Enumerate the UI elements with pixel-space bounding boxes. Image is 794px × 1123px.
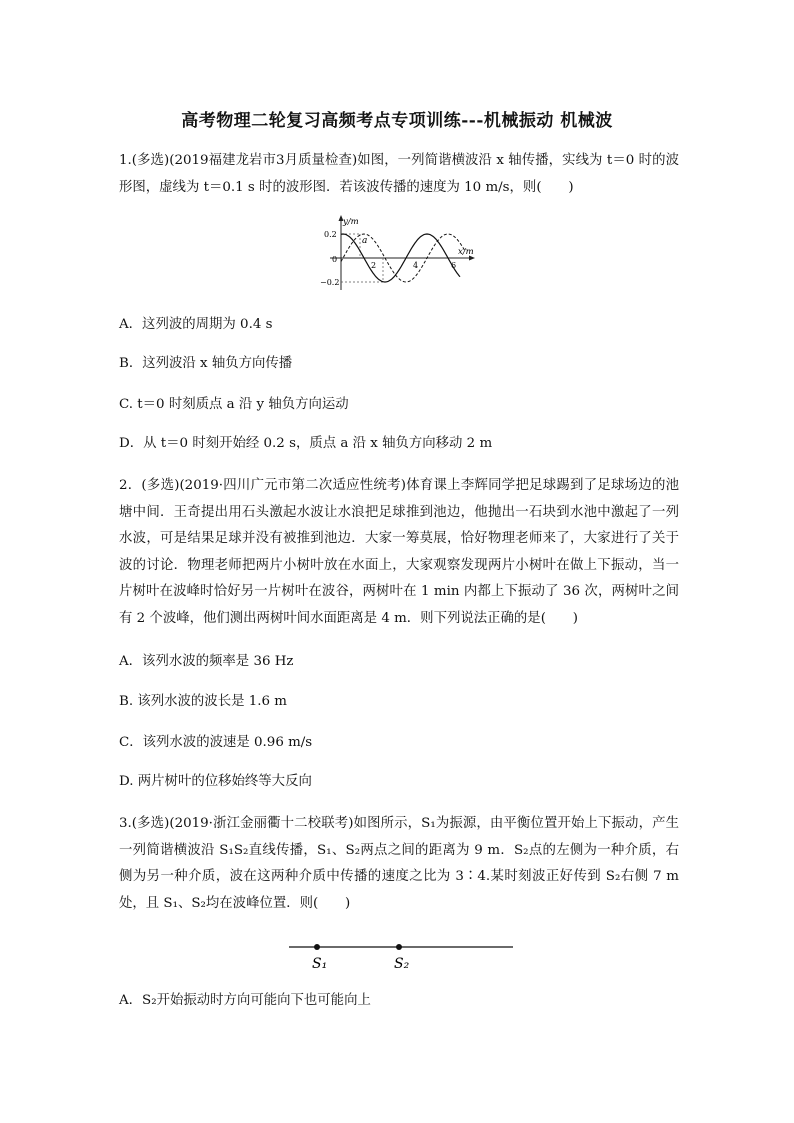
s2-point [396, 944, 402, 950]
question-1-stem: 1.(多选)(2019福建龙岩市3月质量检查)如图，一列简谐横波沿 x 轴传播，实线为 t＝0 时的波形图，虚线为 t＝0.1 s 时的波形图．若该波传播的速度为 10 m/s，则( ) [119, 153, 679, 195]
question-1-option-c[interactable]: C. t＝0 时刻质点 a 沿 y 轴负方向运动 [119, 397, 349, 412]
question-2-stem: 2．(多选)(2019·四川广元市第二次适应性统考)体育课上李辉同学把足球踢到了足球场边的池塘中间．王奇提出用石头激起水波让水浪把足球推到池边，他抛出一石块到水池中激起了一列水波，可是结果足球并没有被推到池边．大家一筹莫展，恰好物理老师来了，大家进行了关于波的讨论．物理老师把两片小树叶放在水面上，大家观察发现两片小树叶在做上下振动，当一片树叶在波峰时恰好另一片树叶在波谷，两树叶在 1 min 内都上下振动了 36 次，两树叶之间有 2 个波峰，他们测出两树叶间水面距离是 4 m．则下列说法正确的是( ) [119, 478, 679, 626]
x-tick-label: 2 [371, 261, 377, 270]
y-tick-label: −0.2 [320, 278, 340, 287]
s1-point [314, 944, 320, 950]
question-2-option-a[interactable]: A．该列水波的频率是 36 Hz [119, 654, 294, 669]
s1-label: S₁ [312, 956, 328, 972]
x-axis-label: x/m [458, 247, 474, 257]
point-a-label: a [362, 236, 368, 246]
x-tick-label: 6 [451, 261, 457, 270]
y-tick-label: 0 [332, 255, 338, 264]
question-3-figure [285, 935, 517, 975]
question-3-stem: 3.(多选)(2019·浙江金丽衢十二校联考)如图所示，S₁为振源，由平衡位置开始上下振动，产生一列简谐横波沿 S₁S₂直线传播，S₁、S₂两点之间的距离为 9 m．S₂点的左侧为一种介质，右侧为另一种介质，波在这两种介质中传播的速度之比为 3∶4.某时刻波正好传到 S₂右侧 7 m 处，且 S₁、S₂均在波峰位置．则( ) [119, 816, 679, 911]
question-1-option-d[interactable]: D．从 t＝0 时刻开始经 0.2 s，质点 a 沿 x 轴负方向移动 2 m [119, 436, 493, 451]
question-1-option-a[interactable]: A．这列波的周期为 0.4 s [119, 317, 273, 332]
question-2-option-d[interactable]: D. 两片树叶的位移始终等大反向 [119, 774, 312, 789]
y-axis-label: y/m [343, 217, 359, 227]
page-title: 高考物理二轮复习高频考点专项训练---机械振动 机械波 [181, 111, 613, 131]
question-2-option-b[interactable]: B. 该列水波的波长是 1.6 m [119, 694, 287, 709]
question-2-option-c[interactable]: C．该列水波的波速是 0.96 m/s [119, 735, 313, 750]
y-tick-label: 0.2 [324, 230, 337, 239]
x-tick-label: 4 [413, 261, 419, 270]
question-1-wave-figure [300, 212, 480, 294]
s2-label: S₂ [394, 956, 410, 972]
question-3-option-a[interactable]: A．S₂开始振动时方向可能向下也可能向上 [119, 993, 371, 1008]
question-1-option-b[interactable]: B．这列波沿 x 轴负方向传播 [119, 356, 293, 371]
